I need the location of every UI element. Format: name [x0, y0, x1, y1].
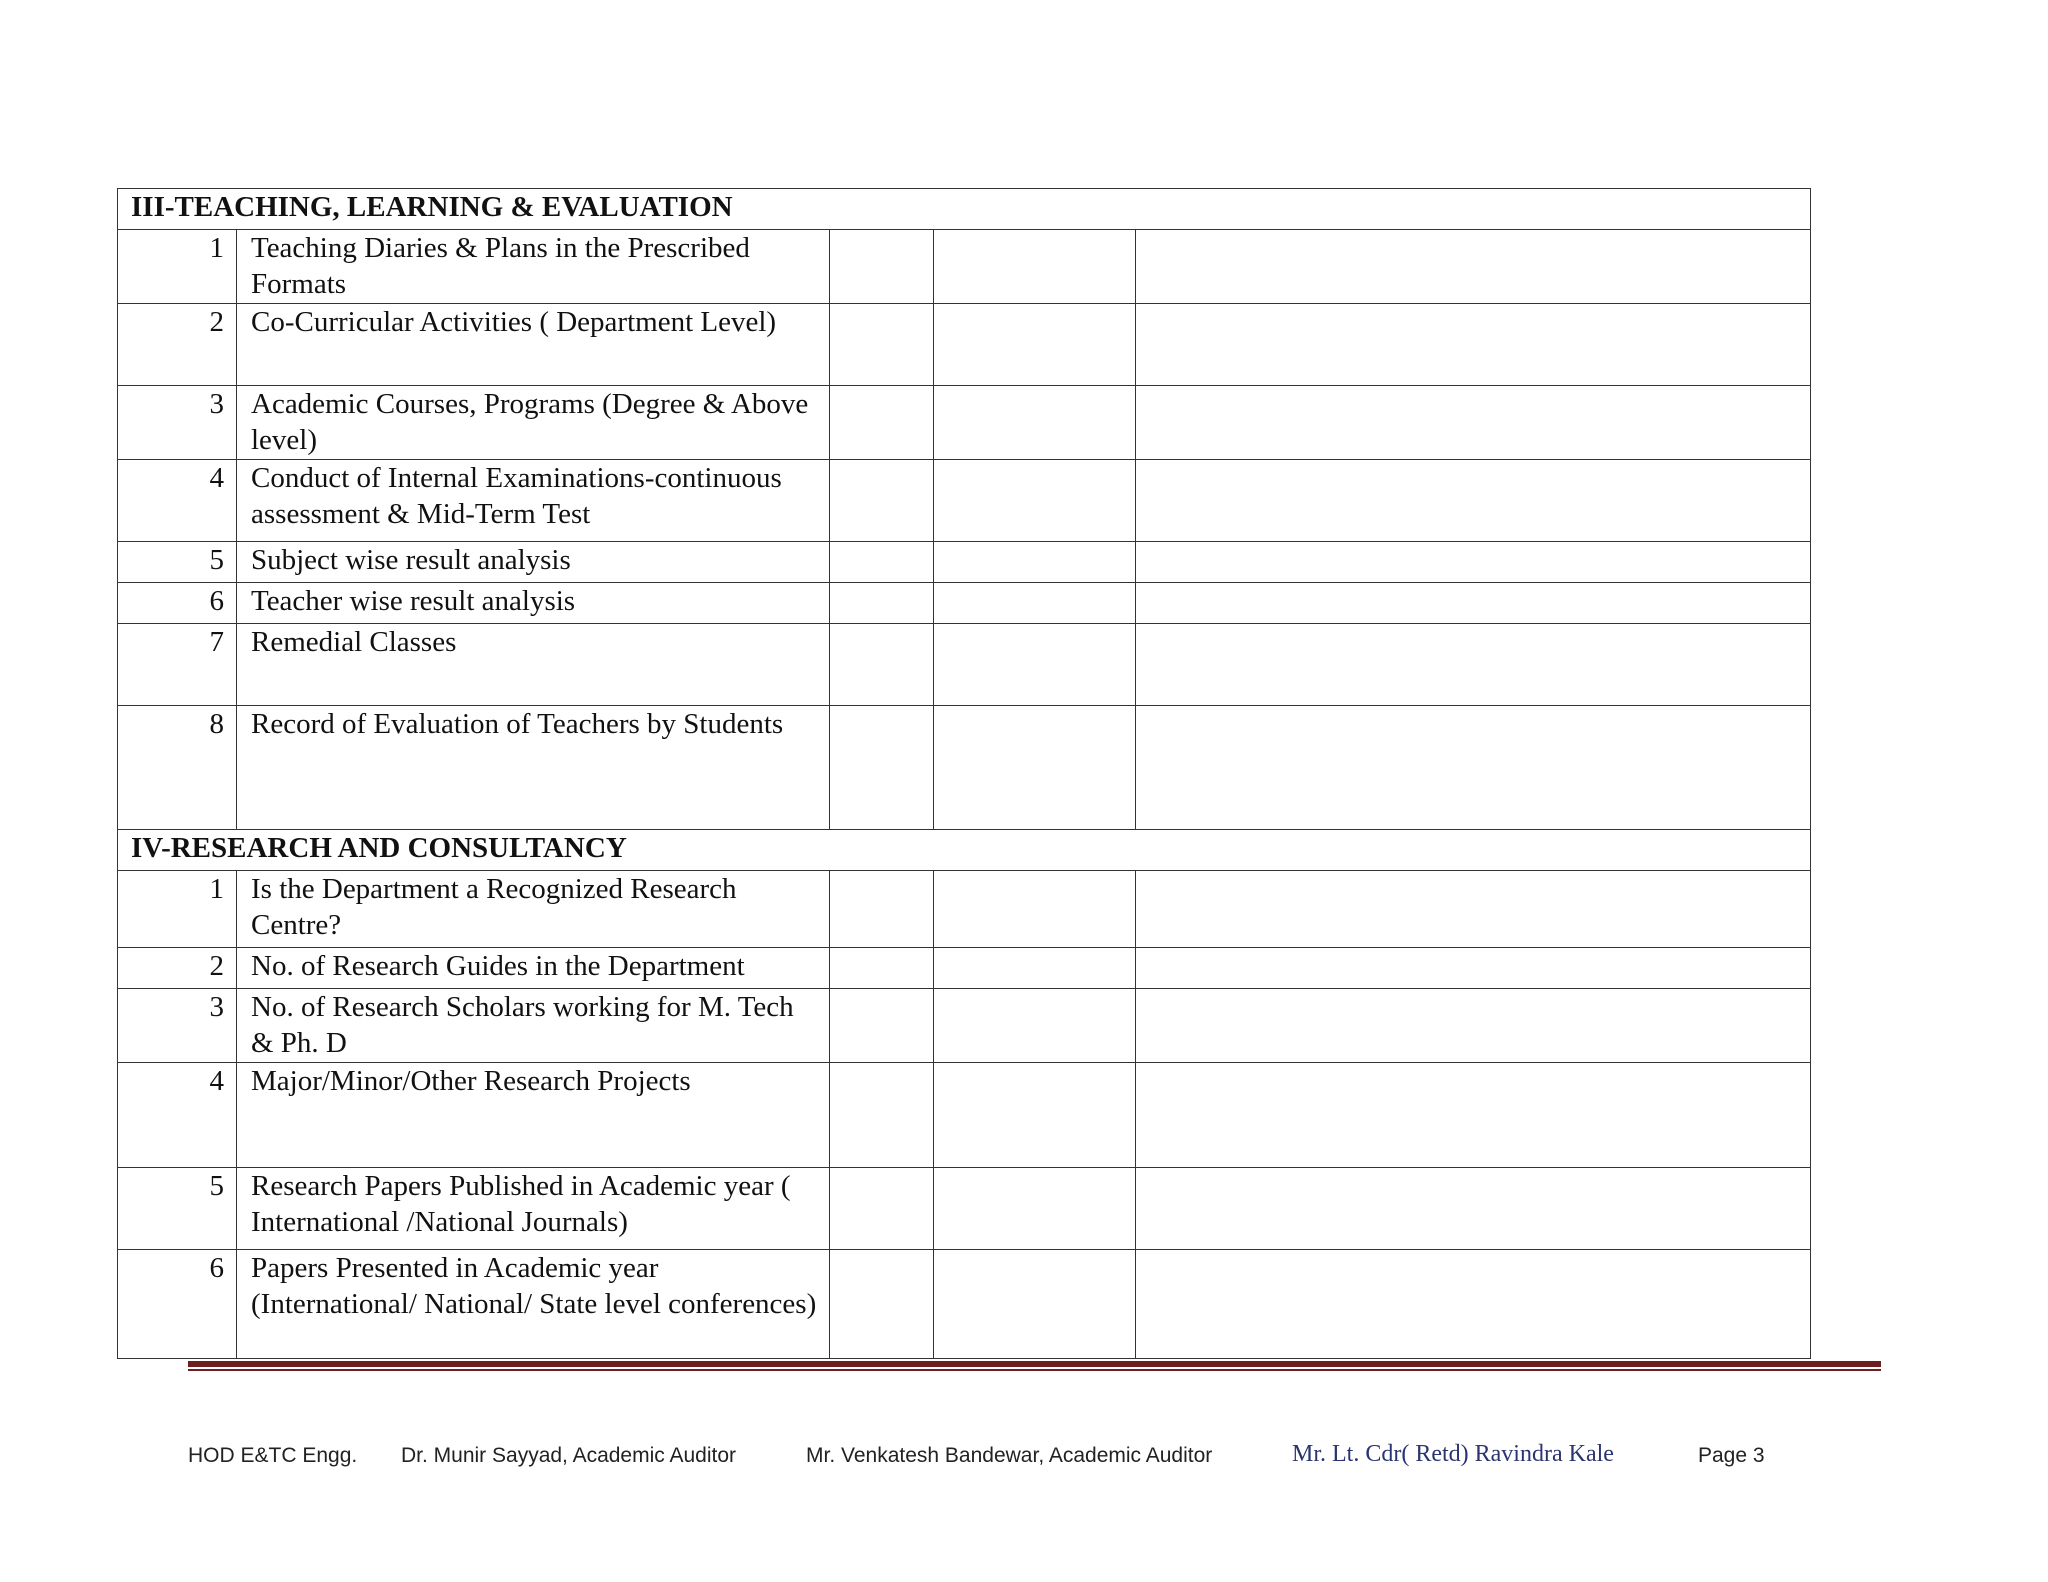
blank-cell: [1136, 871, 1811, 948]
blank-cell: [934, 542, 1136, 583]
blank-cell: [934, 386, 1136, 460]
blank-cell: [1136, 1063, 1811, 1168]
row-item: Papers Presented in Academic year (International/ National/ State level conferences): [237, 1250, 830, 1359]
row-number: 4: [118, 460, 237, 542]
blank-cell: [830, 230, 934, 304]
blank-cell: [934, 989, 1136, 1063]
blank-cell: [1136, 1250, 1811, 1359]
blank-cell: [934, 948, 1136, 989]
row-item: Co-Curricular Activities ( Department Level): [237, 304, 830, 386]
blank-cell: [830, 989, 934, 1063]
row-number: 1: [118, 230, 237, 304]
row-item: Academic Courses, Programs (Degree & Above level): [237, 386, 830, 460]
row-item: Teaching Diaries & Plans in the Prescribed Formats: [237, 230, 830, 304]
section-title: IV-RESEARCH AND CONSULTANCY: [118, 830, 1811, 871]
row-number: 3: [118, 386, 237, 460]
row-number: 2: [118, 948, 237, 989]
row-item: Subject wise result analysis: [237, 542, 830, 583]
blank-cell: [934, 583, 1136, 624]
blank-cell: [934, 460, 1136, 542]
row-number: 8: [118, 706, 237, 830]
row-number: 3: [118, 989, 237, 1063]
blank-cell: [934, 1168, 1136, 1250]
footer-rule: [188, 1361, 1881, 1367]
table-row: [118, 624, 1811, 706]
table-row: [118, 386, 1811, 460]
audit-table: [117, 188, 1811, 1359]
blank-cell: [934, 706, 1136, 830]
footer-member: Mr. Lt. Cdr( Retd) Ravindra Kale: [1292, 1441, 1614, 1467]
blank-cell: [934, 304, 1136, 386]
row-number: 1: [118, 871, 237, 948]
row-number: 5: [118, 1168, 237, 1250]
table-row: [118, 460, 1811, 542]
row-item: Record of Evaluation of Teachers by Students: [237, 706, 830, 830]
row-item: Major/Minor/Other Research Projects: [237, 1063, 830, 1168]
blank-cell: [830, 460, 934, 542]
section-header-row: [118, 830, 1811, 871]
blank-cell: [830, 706, 934, 830]
row-item: Conduct of Internal Examinations-continuous assessment & Mid-Term Test: [237, 460, 830, 542]
blank-cell: [1136, 948, 1811, 989]
blank-cell: [934, 1250, 1136, 1359]
blank-cell: [1136, 304, 1811, 386]
row-item: Remedial Classes: [237, 624, 830, 706]
row-item: No. of Research Scholars working for M. Tech & Ph. D: [237, 989, 830, 1063]
row-number: 7: [118, 624, 237, 706]
blank-cell: [1136, 706, 1811, 830]
footer-auditor-2: Mr. Venkatesh Bandewar, Academic Auditor: [806, 1444, 1213, 1467]
row-item: Teacher wise result analysis: [237, 583, 830, 624]
blank-cell: [830, 1250, 934, 1359]
footer-hod: HOD E&TC Engg.: [188, 1444, 358, 1467]
table-row: [118, 542, 1811, 583]
row-number: 6: [118, 1250, 237, 1359]
blank-cell: [830, 542, 934, 583]
table-row: [118, 304, 1811, 386]
blank-cell: [830, 871, 934, 948]
table-row: [118, 1063, 1811, 1168]
blank-cell: [830, 1063, 934, 1168]
row-number: 2: [118, 304, 237, 386]
blank-cell: [934, 871, 1136, 948]
table-row: [118, 583, 1811, 624]
table-row: [118, 989, 1811, 1063]
row-number: 4: [118, 1063, 237, 1168]
blank-cell: [934, 1063, 1136, 1168]
table-row: [118, 871, 1811, 948]
row-item: Research Papers Published in Academic year ( International /National Journals): [237, 1168, 830, 1250]
table-row: [118, 706, 1811, 830]
section-header-row: [118, 189, 1811, 230]
blank-cell: [1136, 583, 1811, 624]
blank-cell: [1136, 386, 1811, 460]
blank-cell: [1136, 1168, 1811, 1250]
section-title: III-TEACHING, LEARNING & EVALUATION: [118, 189, 1811, 230]
blank-cell: [934, 624, 1136, 706]
blank-cell: [830, 948, 934, 989]
blank-cell: [1136, 230, 1811, 304]
blank-cell: [830, 304, 934, 386]
table-row: [118, 1250, 1811, 1359]
blank-cell: [830, 386, 934, 460]
table-row: [118, 948, 1811, 989]
table-row: [118, 1168, 1811, 1250]
blank-cell: [1136, 542, 1811, 583]
row-number: 5: [118, 542, 237, 583]
blank-cell: [934, 230, 1136, 304]
row-number: 6: [118, 583, 237, 624]
blank-cell: [1136, 989, 1811, 1063]
blank-cell: [830, 1168, 934, 1250]
blank-cell: [830, 583, 934, 624]
footer-auditor-1: Dr. Munir Sayyad, Academic Auditor: [401, 1444, 736, 1467]
blank-cell: [1136, 624, 1811, 706]
blank-cell: [830, 624, 934, 706]
footer-rule-thin: [188, 1369, 1881, 1371]
table-row: [118, 230, 1811, 304]
row-item: Is the Department a Recognized Research Centre?: [237, 871, 830, 948]
blank-cell: [1136, 460, 1811, 542]
page-number: Page 3: [1698, 1444, 1765, 1467]
row-item: No. of Research Guides in the Department: [237, 948, 830, 989]
